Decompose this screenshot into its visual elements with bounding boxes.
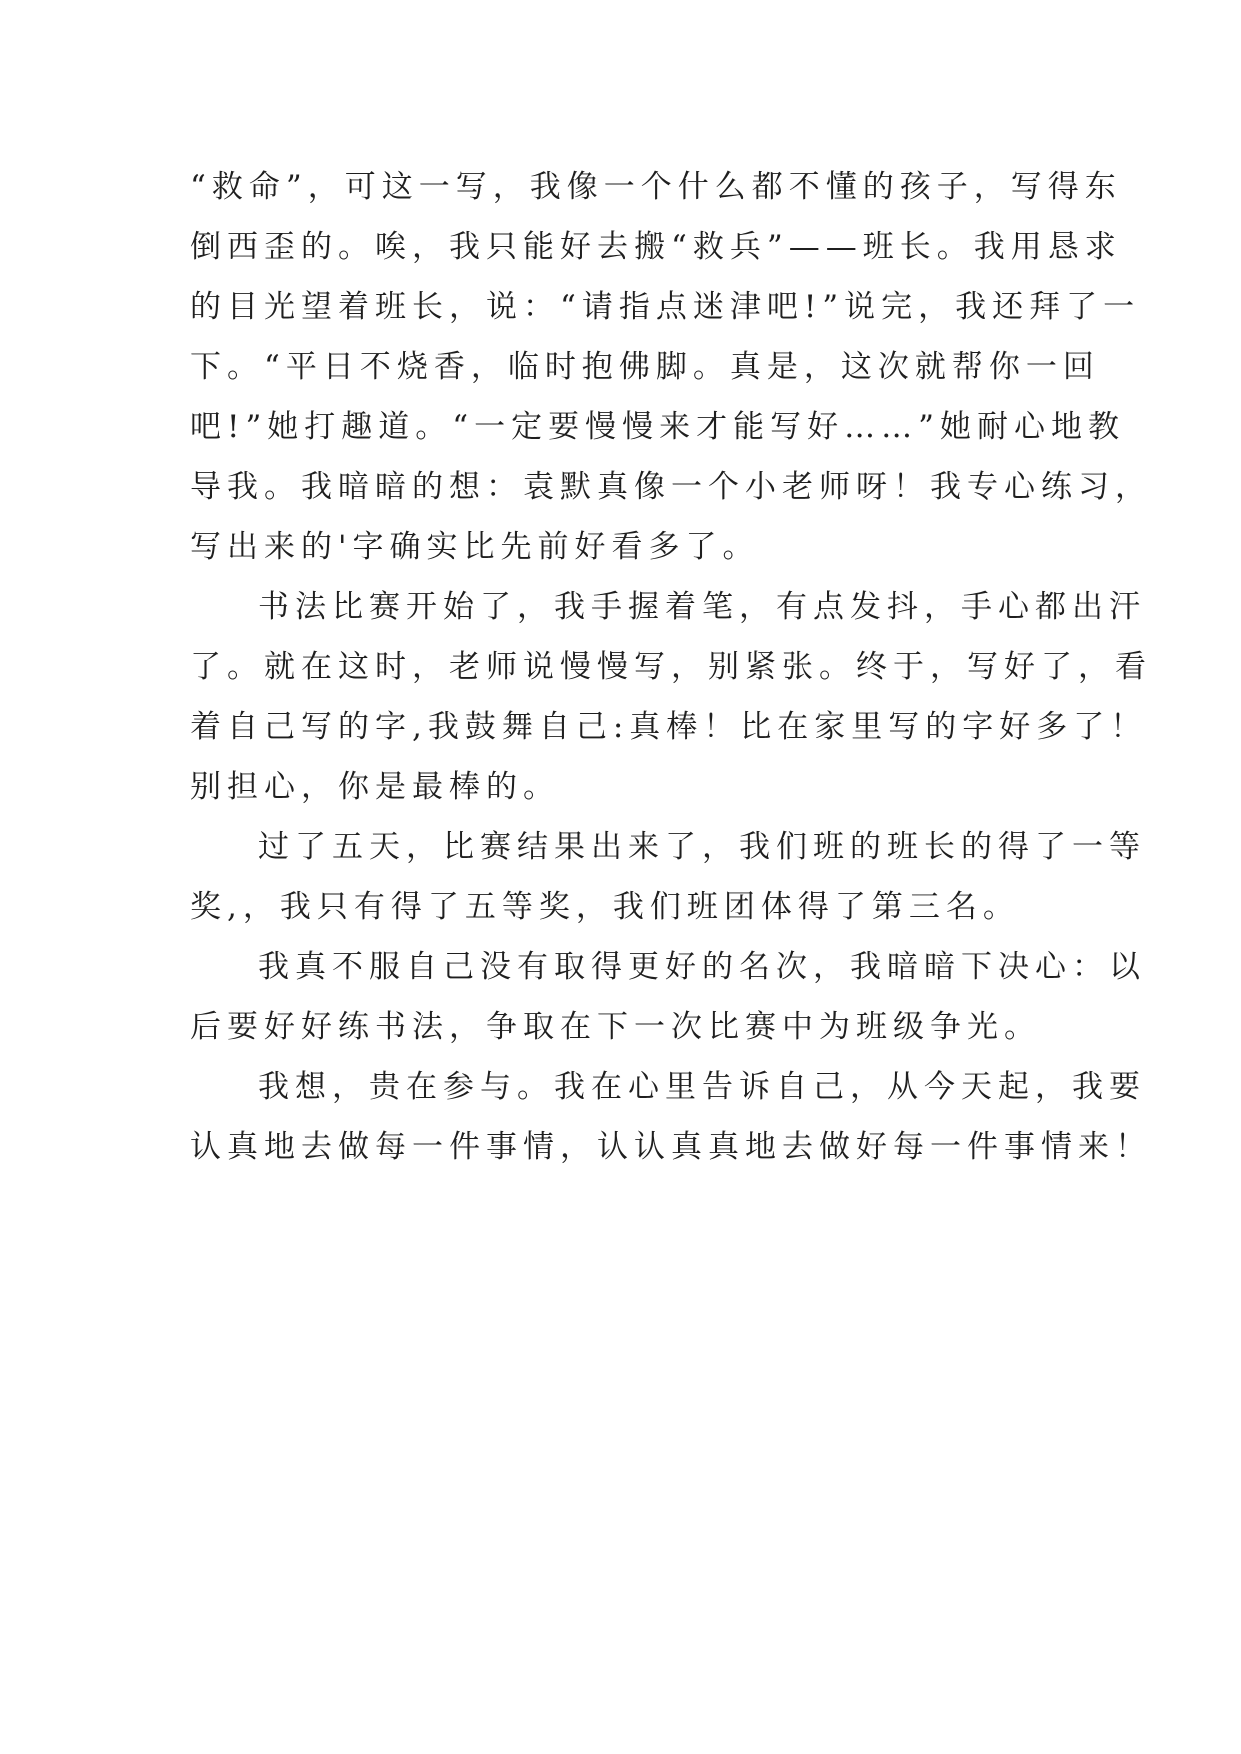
paragraph-start-line: 我真不服自己没有取得更好的名次，我暗暗下决心：以	[258, 949, 1146, 985]
text-line: 的目光望着班长，说：“请指点迷津吧!”说完，我还拜了一	[190, 289, 1141, 325]
text-line: 别担心，你是最棒的。	[190, 769, 560, 805]
text-line: 奖,，我只有得了五等奖，我们班团体得了第三名。	[190, 889, 1020, 925]
essay-body	[190, 157, 1152, 1177]
text-line: 吧!”她打趣道。“一定要慢慢来才能写好……”她耐心地教	[190, 409, 1125, 445]
text-line: 了。就在这时，老师说慢慢写，别紧张。终于，写好了，看	[190, 649, 1152, 685]
paragraph-start-line: 书法比赛开始了，我手握着笔，有点发抖，手心都出汗	[258, 589, 1146, 625]
text-line: 下。“平日不烧香，临时抱佛脚。真是，这次就帮你一回	[190, 349, 1100, 385]
paragraph-start-line: 我想，贵在参与。我在心里告诉自己，从今天起，我要	[258, 1069, 1146, 1105]
text-line: 导我。我暗暗的想：袁默真像一个小老师呀！我专心练习，	[190, 469, 1152, 505]
text-line: 后要好好练书法，争取在下一次比赛中为班级争光。	[190, 1009, 1041, 1045]
paragraph-start-line: 过了五天，比赛结果出来了，我们班的班长的得了一等	[258, 829, 1146, 865]
text-line: 着自己写的字,我鼓舞自己:真棒！比在家里写的字好多了！	[190, 709, 1148, 745]
text-line: 认真地去做每一件事情，认认真真地去做好每一件事情来！	[190, 1129, 1152, 1165]
text-line: “救命”，可这一写，我像一个什么都不懂的孩子，写得东	[190, 169, 1122, 205]
text-line: 倒西歪的。唉，我只能好去搬“救兵”——班长。我用恳求	[190, 229, 1122, 265]
text-line: 写出来的'字确实比先前好看多了。	[190, 529, 760, 565]
